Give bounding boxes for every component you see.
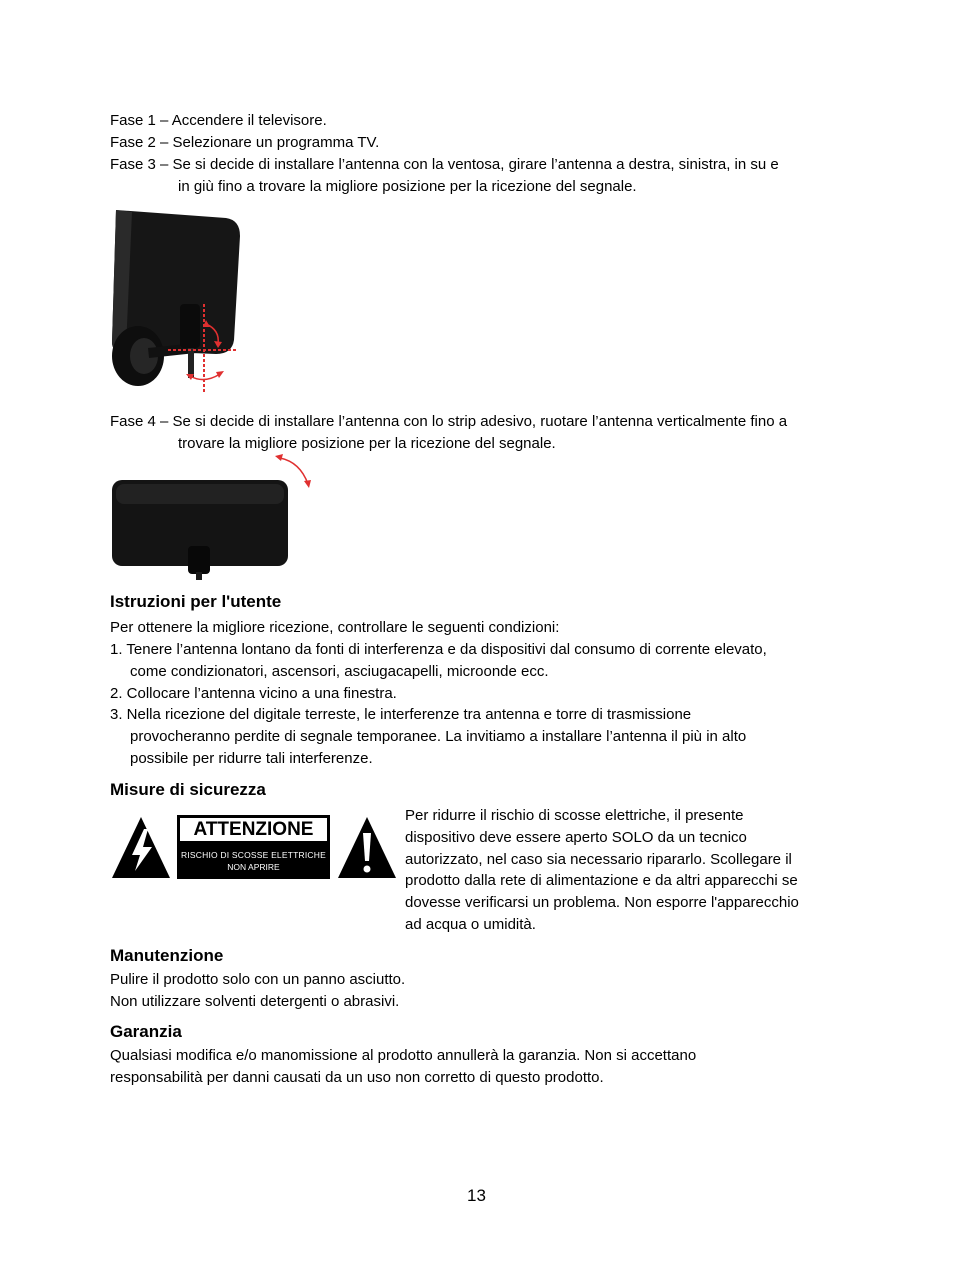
- electric-shock-warning-icon: [110, 815, 172, 880]
- step-3-text-line2: in giù fino a trovare la migliore posizione per la ricezione del segnale.: [178, 178, 637, 195]
- maintenance-line1: Pulire il prodotto solo con un panno asciutto.: [110, 971, 406, 988]
- step-2-text: Fase 2 – Selezionare un programma TV.: [110, 134, 380, 151]
- step-1-text: Fase 1 – Accendere il televisore.: [110, 112, 327, 129]
- safety-text-line4: prodotto dalla rete di alimentazione e da altri apparecchi se: [405, 872, 798, 890]
- instructions-intro: Per ottenere la migliore ricezione, controllare le seguenti condizioni:: [110, 619, 560, 636]
- safety-text-line1: Per ridurre il rischio di scosse elettriche, il presente: [405, 807, 744, 824]
- warranty-line2: responsabilità per danni causati da un uso non corretto di questo prodotto.: [110, 1069, 604, 1086]
- exclamation-warning-icon: [336, 815, 398, 880]
- warranty-heading: Garanzia: [110, 1022, 182, 1041]
- safety-text-line2: dispositivo deve essere aperto SOLO da un tecnico: [405, 828, 747, 846]
- antenna-mount: [180, 304, 200, 348]
- suction-cup-antenna-figure: [108, 208, 244, 398]
- step-4-text-line2: trovare la migliore posizione per la ricezione del segnale.: [178, 435, 556, 452]
- warning-label-line2: NON APRIRE: [227, 862, 280, 872]
- warranty-line1: Qualsiasi modifica e/o manomissione al prodotto annullerà la garanzia. Non si accettano: [110, 1047, 697, 1064]
- warning-label-line1: RISCHIO DI SCOSSE ELETTRICHE: [181, 850, 326, 860]
- warning-label: [177, 815, 330, 879]
- instructions-heading: Istruzioni per l'utente: [110, 592, 282, 611]
- safety-text-line6: ad acqua o umidità.: [405, 915, 536, 933]
- instruction-item-2: 2. Collocare l’antenna vicino a una finestra.: [110, 685, 397, 702]
- safety-text-line5: dovesse verificarsi un problema. Non esporre l'apparecchio: [405, 894, 799, 912]
- instruction-item-3-line3: possibile per ridurre tali interferenze.: [130, 750, 373, 767]
- antenna-connector: [188, 546, 210, 574]
- instruction-item-3-line2: provocheranno perdite di segnale temporanee. La invitiamo a installare l’antenna il più in alto: [130, 728, 747, 745]
- step-3-text-line1: Fase 3 – Se si decide di installare l’antenna con la ventosa, girare l’antenna a destra, sinistra, in su e: [110, 156, 779, 173]
- rotate-vertical-arrow-icon: [280, 458, 308, 484]
- maintenance-line2: Non utilizzare solventi detergenti o abrasivi.: [110, 993, 400, 1010]
- step-4-text-line1: Fase 4 – Se si decide di installare l’antenna con lo strip adesivo, ruotare l’antenna verticalmente fino a: [110, 413, 788, 430]
- safety-text: [405, 805, 799, 936]
- warning-label-title: ATTENZIONE: [180, 818, 327, 841]
- safety-text-line3: autorizzato, nel caso sia necessario ripararlo. Scollegare il: [405, 850, 792, 868]
- safety-heading: Misure di sicurezza: [110, 780, 266, 799]
- page-number: 13: [467, 1186, 486, 1205]
- instruction-item-1-line2: come condizionatori, ascensori, asciugacapelli, microonde ecc.: [130, 663, 549, 680]
- maintenance-heading: Manutenzione: [110, 946, 224, 965]
- instruction-item-3-line1: 3. Nella ricezione del digitale terreste, le interferenze tra antenna e torre di trasmissione: [110, 706, 692, 723]
- adhesive-strip-antenna-figure: [108, 448, 316, 580]
- instruction-item-1-line1: 1. Tenere l’antenna lontano da fonti di interferenza e da dispositivi dal consumo di corrente elevato,: [110, 641, 767, 658]
